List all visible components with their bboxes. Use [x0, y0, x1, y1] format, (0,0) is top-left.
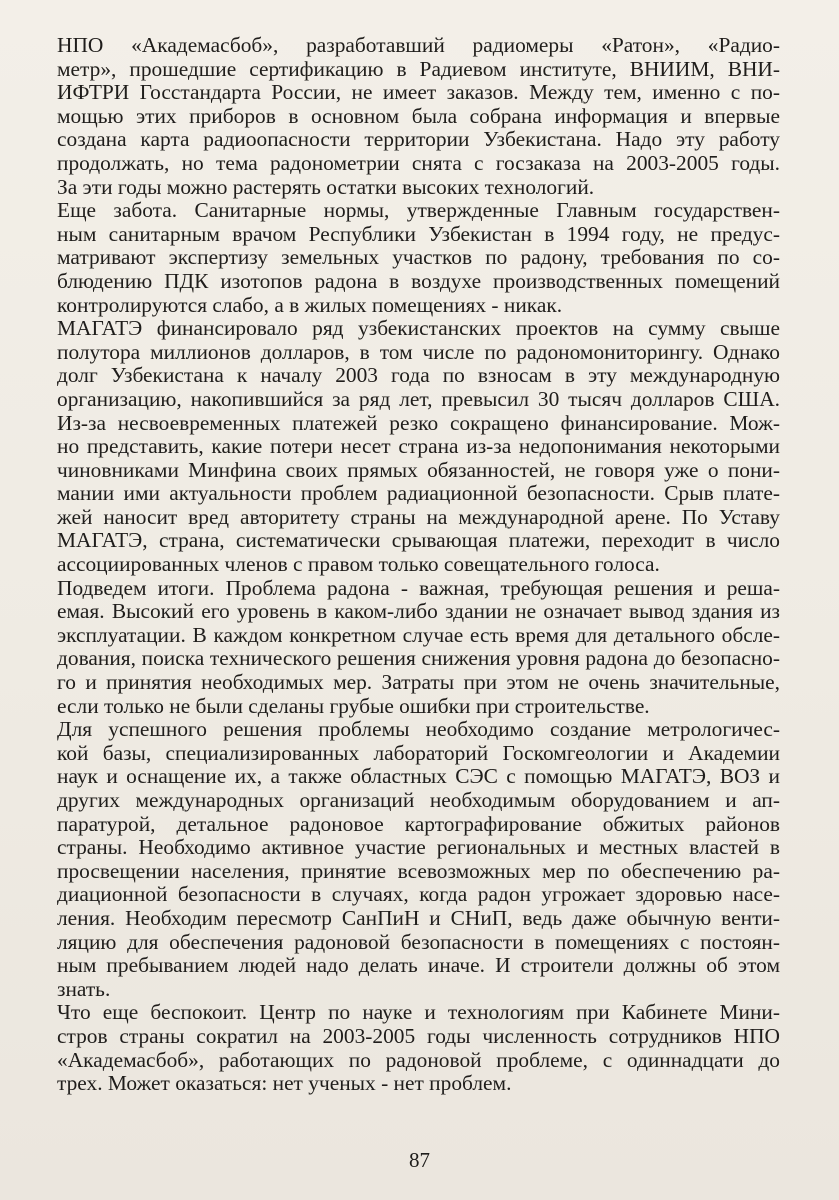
- text-line: го и принятия необходимых мер. Затраты при этом не очень значительные,: [57, 670, 780, 695]
- text-line: контролируются слабо, а в жилых помещениях - никак.: [57, 292, 563, 317]
- text-line: ным пребыванием людей надо делать иначе. И строители должны об этом: [57, 953, 780, 978]
- text-line: ления. Необходим пересмотр СанПиН и СНиП, ведь даже обычную венти-: [57, 905, 780, 930]
- paragraph-first-line: Еще забота. Санитарные нормы, утвержденные Главным государствен-: [57, 198, 780, 223]
- page-number: 87: [409, 1148, 430, 1172]
- text-line: создана карта радиоопасности территории Узбекистана. Надо эту работу: [57, 127, 780, 152]
- text-line: ным санитарным врачом Республики Узбекистан в 1994 году, не предус-: [57, 221, 780, 246]
- text-line: ляцию для обеспечения радоновой безопасности в помещениях с постоян-: [57, 929, 780, 954]
- paragraph-first-line: Для успешного решения проблемы необходимо создание метрологичес-: [57, 717, 780, 742]
- paragraph-first-line: НПО «Академасбоб», разработавший радиомеры «Ратон», «Радио-: [57, 33, 780, 57]
- text-line: полутора миллионов долларов, в том числе по радономониторингу. Однако: [57, 339, 780, 364]
- text-line: страны. Необходимо активное участие региональных и местных властей в: [57, 835, 780, 860]
- text-line: блюдению ПДК изотопов радона в воздухе производственных помещений: [57, 268, 780, 293]
- text-line: «Академасбоб», работающих по радоновой проблеме, с одиннадцати до: [57, 1047, 780, 1072]
- text-line: просвещении населения, принятие всевозможных мер по обеспечению ра-: [57, 858, 780, 883]
- text-line: Из-за несвоевременных платежей резко сокращено финансирование. Мож-: [57, 410, 780, 435]
- text-line: чиновниками Минфина своих прямых обязанностей, не говоря уже о пони-: [57, 457, 780, 482]
- text-line: матривают экспертизу земельных участков по радону, требования по со-: [57, 245, 780, 270]
- text-line: емая. Высокий его уровень в каком-либо здании не означает вывод здания из: [57, 599, 780, 624]
- text-line: ИФТРИ Госстандарта России, не имеет заказов. Между тем, именно с по-: [57, 80, 780, 105]
- text-line: диационной безопасности в случаях, когда радон угрожает здоровью насе-: [57, 882, 780, 907]
- text-line: За эти годы можно растерять остатки высоких технологий.: [57, 174, 595, 199]
- text-line: стров страны сократил на 2003-2005 годы численность сотрудников НПО: [57, 1023, 780, 1048]
- text-line: дования, поиска технического решения снижения уровня радона до безопасно-: [57, 646, 780, 671]
- paragraph-first-line: МАГАТЭ финансировало ряд узбекистанских проектов на сумму свыше: [57, 316, 780, 341]
- text-line: но представить, какие потери несет страна из-за недопонимания некоторыми: [57, 434, 780, 459]
- paragraph-first-line: Подведем итоги. Проблема радона - важная, требующая решения и реша-: [57, 575, 780, 600]
- text-line: продолжать, но тема радонометрии снята с госзаказа на 2003-2005 годы.: [57, 150, 780, 175]
- text-line: если только не были сделаны грубые ошибки при строительстве.: [57, 693, 650, 718]
- text-line: ассоциированных членов с правом только совещательного голоса.: [57, 552, 660, 577]
- text-line: мании ими актуальности проблем радиационной безопасности. Срыв плате-: [57, 481, 780, 506]
- text-line: МАГАТЭ, страна, систематически срывающая платежи, переходит в число: [57, 528, 780, 553]
- text-line: других международных организаций необходимым оборудованием и ап-: [57, 788, 780, 812]
- text-line: знать.: [57, 976, 111, 1001]
- text-line: метр», прошедшие сертификацию в Радиевом институте, ВНИИМ, ВНИ-: [57, 56, 780, 81]
- text-line: жей наносит вред авторитету страны на международной арене. По Уставу: [57, 504, 780, 529]
- text-line: трех. Может оказаться: нет ученых - нет проблем.: [57, 1071, 512, 1096]
- text-line: наук и оснащение их, а также областных СЭС с помощью МАГАТЭ, ВОЗ и: [57, 764, 780, 789]
- text-line: кой базы, специализированных лабораторий Госкомгеологии и Академии: [57, 740, 780, 765]
- text-line: долг Узбекистана к началу 2003 года по взносам в эту международную: [57, 363, 780, 388]
- text-line: эксплуатации. В каждом конкретном случае есть время для детального обсле-: [57, 622, 780, 647]
- page-body-text: [57, 34, 780, 1096]
- text-line: мощью этих приборов в основном была собрана информация и впервые: [57, 103, 780, 128]
- paragraph-first-line: Что еще беспокоит. Центр по науке и технологиям при Кабинете Мини-: [57, 1000, 780, 1025]
- text-line: паратурой, детальное радоновое картографирование обжитых районов: [57, 811, 780, 836]
- text-line: организацию, накопившийся за ряд лет, превысил 30 тысяч долларов США.: [57, 386, 780, 411]
